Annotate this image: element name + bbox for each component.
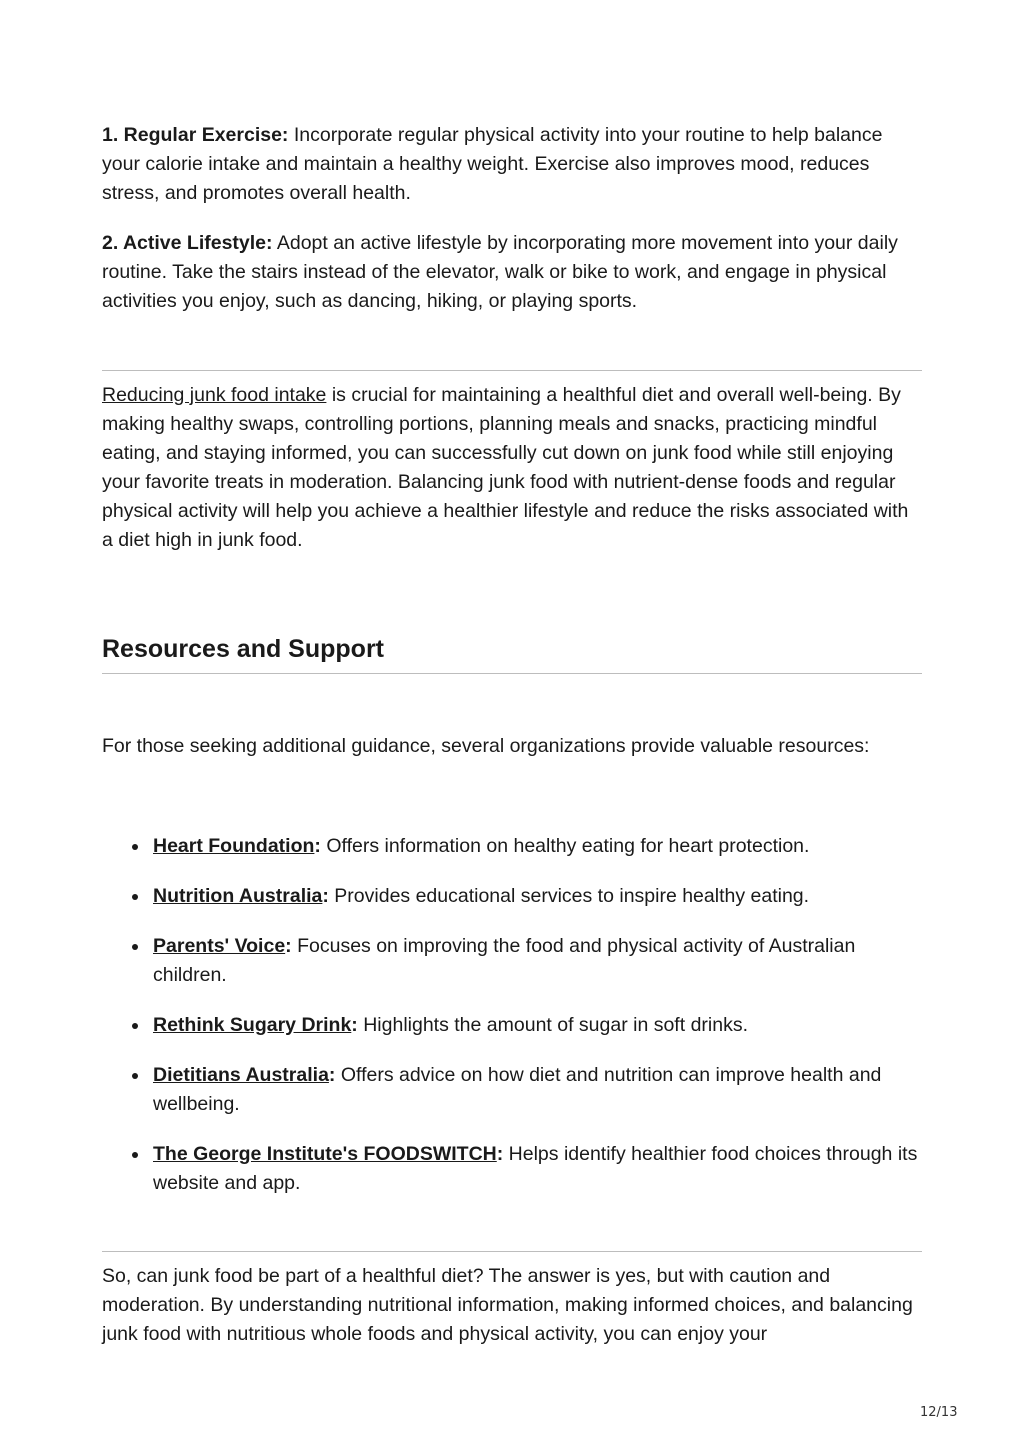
dietitians-australia-link[interactable]: Dietitians Australia [153,1064,329,1086]
list-item: Parents' Voice: Focuses on improving the food and physical activity of Australian children. [102,932,922,990]
heading-underline [102,673,922,674]
active-lifestyle-text: Adopt an active lifestyle by incorporating more movement into your daily routine. Take the stairs instead of the elevator, walk or bike to work, and engage in physical activities you enjoy, such as dancing, hiking, or playing sports. [102,232,898,312]
resources-intro: For those seeking additional guidance, several organizations provide valuable resources: [102,735,870,757]
rethink-sugary-drink-link[interactable]: Rethink Sugary Drink [153,1014,352,1036]
conclusion-paragraph: So, can junk food be part of a healthful diet? The answer is yes, but with caution and moderation. By understanding nutritional information, making informed choices, and balancing junk food with nutritious whole foods and physical activity, you can enjoy your [102,1265,913,1345]
exercise-text: Incorporate regular physical activity into your routine to help balance your calorie intake and maintain a healthy weight. Exercise also improves mood, reduces stress, and promotes overall health. [102,124,883,204]
list-item-desc: Offers advice on how diet and nutrition can improve health and wellbeing. [153,1064,882,1115]
active-lifestyle-label: 2. Active Lifestyle: [102,232,273,254]
parents-voice-link[interactable]: Parents' Voice [153,935,286,957]
list-item-desc: Helps identify healthier food choices through its website and app. [153,1143,918,1194]
nutrition-australia-link[interactable]: Nutrition Australia [153,885,323,907]
page-number: 12/13 [920,1405,958,1420]
list-item: The George Institute's FOODSWITCH: Helps identify healthier food choices through its website and app. [102,1140,922,1198]
list-item: Heart Foundation: Offers information on healthy eating for heart protection. [102,832,922,861]
list-item-desc: Offers information on healthy eating for heart protection. [320,835,810,857]
list-item-desc: Focuses on improving the food and physical activity of Australian children. [153,935,856,986]
exercise-paragraph [102,121,922,208]
summary-text: is crucial for maintaining a healthful diet and overall well-being. By making healthy swaps, controlling portions, planning meals and snacks, practicing mindful eating, and staying informed, you can successfully cut down on junk food while still enjoying your favorite treats in moderation. Balancing junk food with nutrient-dense foods and regular physical activity will help you achieve a healthier lifestyle and reduce the risks associated with a diet high in junk food. [102,384,909,551]
divider [102,1251,922,1252]
list-item-desc: Provides educational services to inspire healthy eating. [328,885,810,907]
heart-foundation-link[interactable]: Heart Foundation [153,835,315,857]
active-lifestyle-paragraph [102,229,922,316]
list-item: Nutrition Australia: Provides educational services to inspire healthy eating. [102,882,922,911]
list-item-desc: Highlights the amount of sugar in soft drinks. [357,1014,748,1036]
reducing-junk-food-link[interactable]: Reducing junk food intake [102,384,327,406]
list-item: Dietitians Australia: Offers advice on how diet and nutrition can improve health and wellbeing. [102,1061,922,1119]
summary-paragraph [102,381,922,555]
list-item: Rethink Sugary Drink: Highlights the amount of sugar in soft drinks. [102,1011,922,1040]
exercise-label: 1. Regular Exercise: [102,124,289,146]
resources-list [102,832,922,1219]
divider [102,370,922,371]
foodswitch-link[interactable]: The George Institute's FOODSWITCH [153,1143,497,1165]
resources-heading: Resources and Support [102,635,384,663]
